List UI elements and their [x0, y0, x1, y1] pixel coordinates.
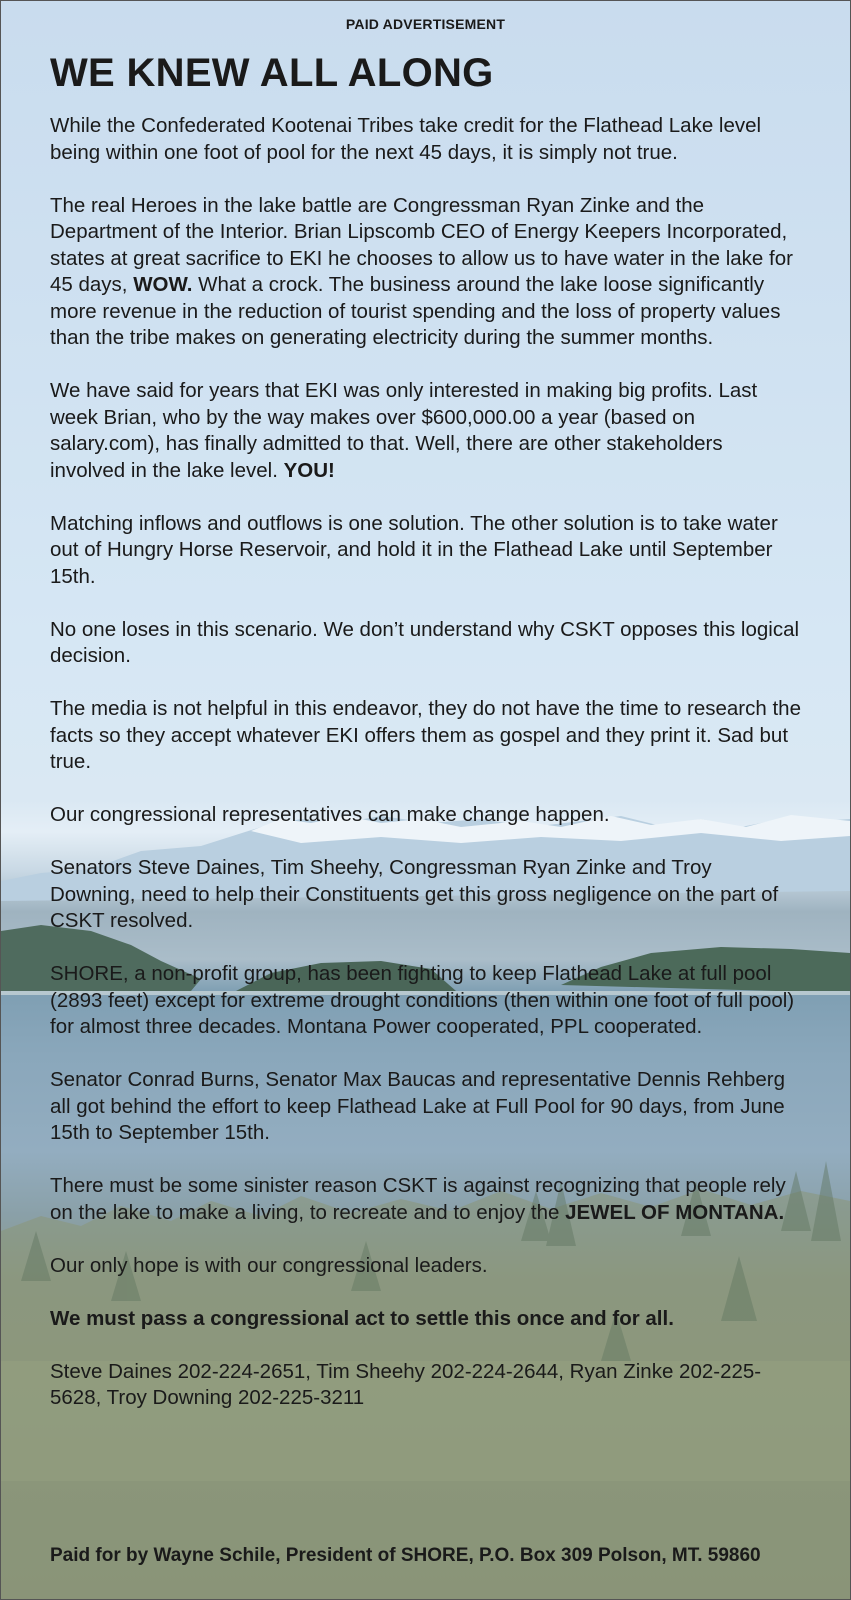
paragraph-representatives: Our congressional representatives can make change happen. [50, 803, 610, 826]
paragraph-hope: Our only hope is with our congressional leaders. [50, 1253, 488, 1277]
paragraph-contacts: Steve Daines 202-224-2651, Tim Sheehy 202-224-2644, Ryan Zinke 202-225-5628, Troy Downing 202-225-3211 [50, 1359, 762, 1409]
paragraph-solution: Matching inflows and outflows is one solution. The other solution is to take water out of Hungry Horse Reservoir, and hold it in the Flathead Lake until September 15th. [50, 511, 778, 588]
wow-emphasis: WOW. [133, 273, 193, 296]
paragraph-sinister-text: There must be some sinister reason CSKT is against recognizing that people rely on the lake to make a living, to recreate and to enjoy the [50, 1174, 786, 1224]
paid-advertisement-label: PAID ADVERTISEMENT [345, 16, 506, 32]
jewel-emphasis: JEWEL OF MONTANA. [565, 1200, 785, 1224]
paragraph-shore: SHORE, a non-profit group, has been fighting to keep Flathead Lake at full pool (2893 feet) except for extreme drought conditions (then within one foot of full pool) for almost three decades. Montana Power cooperated, PPL cooperated. [50, 962, 795, 1038]
article-body [50, 113, 802, 1438]
paragraph-call-to-action: We must pass a congressional act to settle this once and for all. [50, 1306, 674, 1330]
paid-for-disclaimer: Paid for by Wayne Schile, President of SHORE, P.O. Box 309 Polson, MT. 59860 [50, 1545, 761, 1566]
paragraph-intro: While the Confederated Kootenai Tribes take credit for the Flathead Lake level being within one foot of pool for the next 45 days, it is simply not true. [50, 114, 762, 164]
you-emphasis: YOU! [283, 458, 335, 482]
headline: WE KNEW ALL ALONG [50, 51, 494, 95]
paragraph-heroes-text-2: What a crock. The business around the lake loose significantly more revenue in the reduction of tourist spending and the loss of property values than the tribe makes on generating electricity during the summer months. [50, 273, 781, 349]
paragraph-heroes [50, 193, 802, 352]
paragraph-senators: Senators Steve Daines, Tim Sheehy, Congressman Ryan Zinke and Troy Downing, need to help their Constituents get this gross negligence on the part of CSKT resolved. [50, 856, 779, 932]
paragraph-heroes-text-1: The real Heroes in the lake battle are Congressman Ryan Zinke and the Department of the Interior. Brian Lipscomb CEO of Energy Keepers Incorporated, states at great sacrifice to EKI he chooses to allow us to have water in the lake for 45 days, [50, 193, 793, 296]
paragraph-history: Senator Conrad Burns, Senator Max Baucas and representative Dennis Rehberg all got behind the effort to keep Flathead Lake at Full Pool for 90 days, from June 15th to September 15th. [50, 1068, 786, 1144]
paragraph-profits [50, 378, 802, 484]
paragraph-sinister [50, 1173, 802, 1226]
paragraph-media: The media is not helpful in this endeavor, they do not have the time to research the facts so they accept whatever EKI offers them as gospel and they print it. Sad but true. [50, 697, 801, 773]
paragraph-profits-text: We have said for years that EKI was only interested in making big profits. Last week Brian, who by the way makes over $600,000.00 a year (based on salary.com), has finally admitted to that. Well, there are other stakeholders involved in the lake level. [50, 379, 758, 482]
paragraph-no-one-loses: No one loses in this scenario. We don’t understand why CSKT opposes this logical decision. [50, 617, 800, 667]
